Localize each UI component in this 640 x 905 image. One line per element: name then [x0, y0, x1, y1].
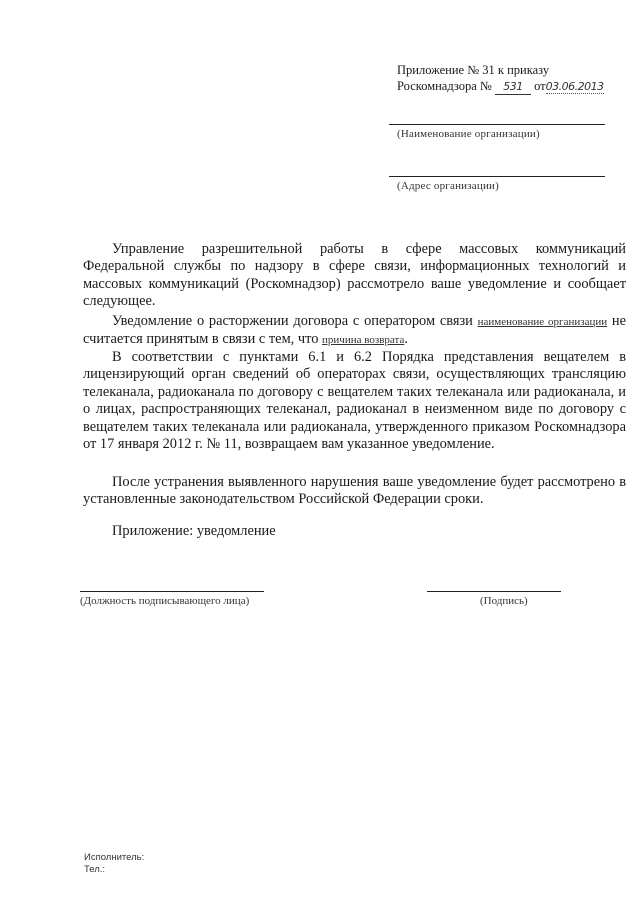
- paragraph-intro: Управление разрешительной работы в сфере массовых коммуникаций Федеральной службы по надзору в сфере связи, информационных технологий и массовых коммуникаций (Роскомнадзор) рассмотрело ваше уведомление и сообщает следующее.: [83, 241, 626, 310]
- order-prefix: Роскомнадзора №: [397, 79, 492, 93]
- paragraph-resubmission: После устранения выявленного нарушения ваше уведомление будет рассмотрено в установленные законодательством Российской Федерации сроки.: [83, 474, 626, 508]
- position-line: [80, 591, 264, 592]
- rejection-text-start: Уведомление о расторжении договора с оператором связи: [112, 313, 473, 329]
- org-name-placeholder: наименование организации: [477, 316, 608, 328]
- rejection-text-end: .: [404, 331, 408, 348]
- order-reference: [397, 79, 604, 95]
- signature-caption: (Подпись): [480, 595, 528, 607]
- phone-label: Тел.:: [84, 864, 106, 875]
- org-address-caption: (Адрес организации): [397, 180, 500, 192]
- org-name-caption: (Наименование организации): [397, 128, 540, 140]
- executor-label: Исполнитель:: [84, 852, 145, 863]
- position-caption: (Должность подписывающего лица): [80, 595, 250, 607]
- appendix-title: Приложение № 31 к приказу: [397, 63, 550, 77]
- rejection-text-mid: не считается принятым в связи с тем, что: [83, 313, 626, 348]
- signature-line: [427, 591, 561, 592]
- org-address-line: [389, 176, 605, 177]
- org-name-line: [389, 124, 605, 125]
- order-number-handwritten: 531: [495, 79, 531, 95]
- order-date-label: от: [534, 79, 546, 93]
- reason-placeholder: причина возврата: [322, 334, 405, 347]
- paragraph-rejection: [83, 313, 626, 350]
- order-date-handwritten: 03.06.2013: [545, 80, 604, 93]
- paragraph-legal-basis: В соответствии с пунктами 6.1 и 6.2 Порядка представления вещателем в лицензирующий орган сведений об операторах связи, осуществляющих трансляцию телеканала, радиоканала по договору с вещателем таких телеканала или радиоканала, и о лицах, распространяющих телеканал, радиоканал в неизменном виде по договору с вещателем таких телеканала или радиоканала, утвержденного приказом Роскомнадзора от 17 января 2012 г. № 11, возвращаем вам указанное уведомление.: [83, 349, 626, 453]
- attachment-note: Приложение: уведомление: [112, 523, 276, 539]
